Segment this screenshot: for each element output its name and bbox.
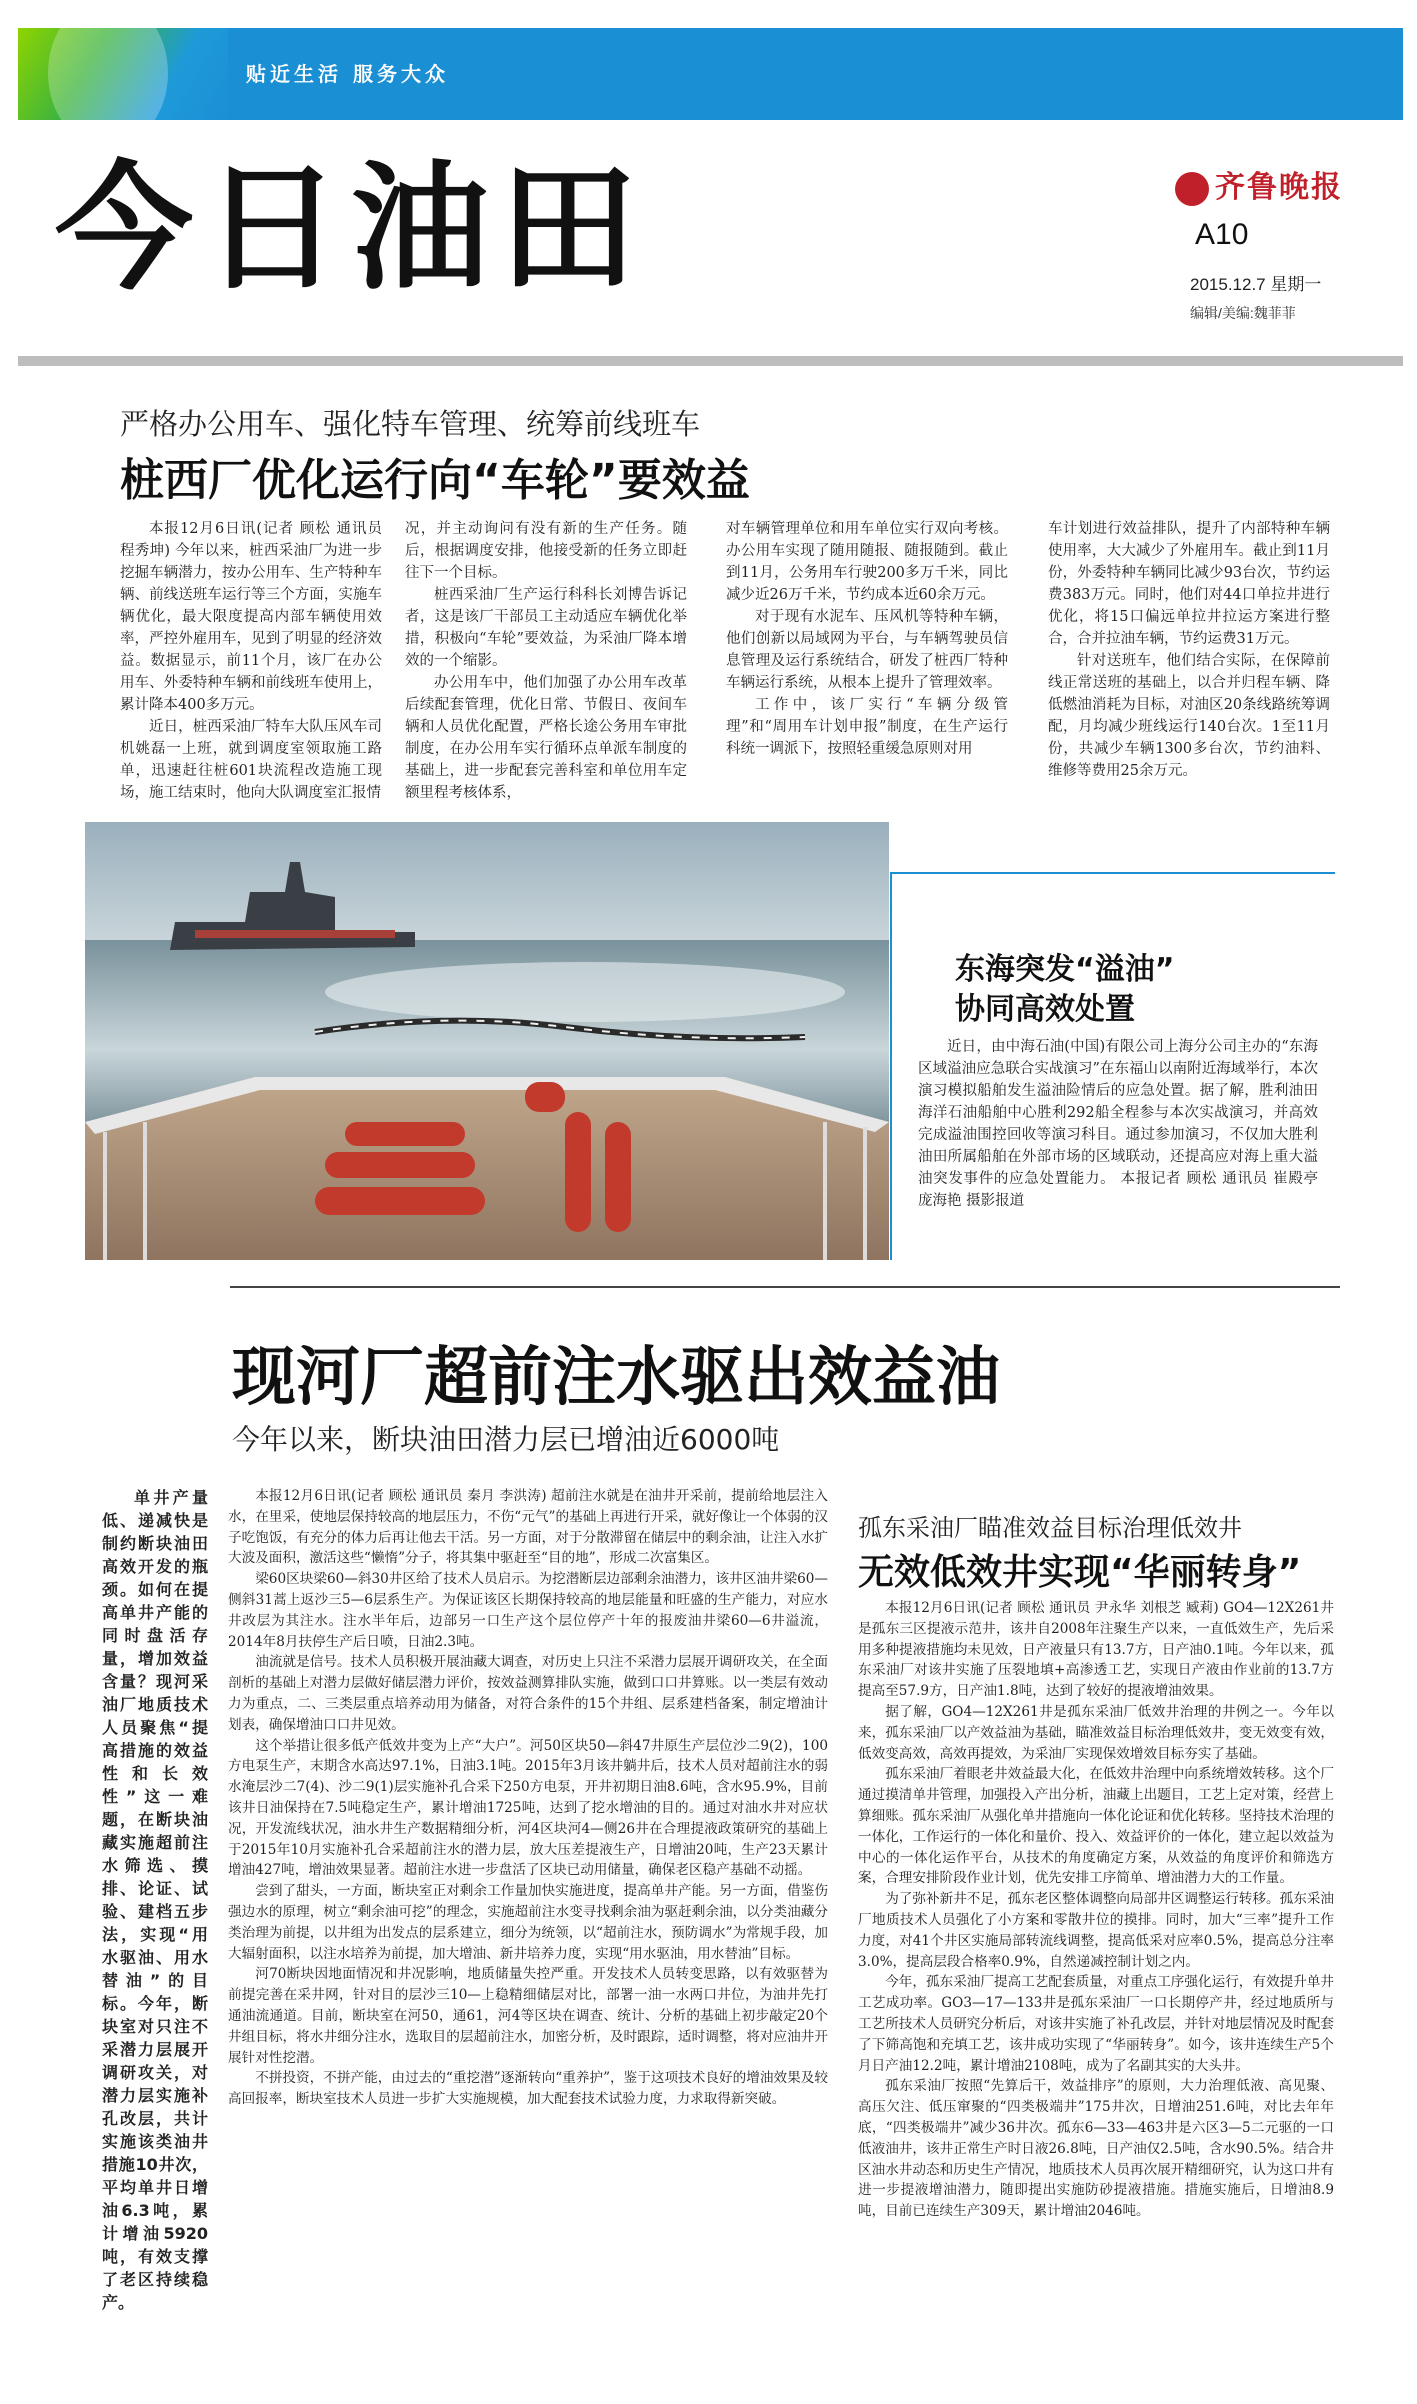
paragraph: 本报12月6日讯(记者 顾松 通讯员 尹永华 刘根芝 臧莉) GO4—12X261井是孤东三区提液示范井，该井自2008年注聚生产以来，一直低效生产，先后采用多种提液措施均未见效，日产液量只有13.7方，日产油0.1吨。今年以来，孤东采油厂对该井实施了压裂地填+高渗透工艺，实现日产液由作业前的13.7方提高至57.9方，日产油1.8吨，达到了较好的提液增油效果。 xyxy=(858,1600,1334,1700)
paragraph: 近日，由中海石油(中国)有限公司上海分公司主办的“东海区域溢油应急联合实战演习”在东福山以南附近海域举行，本次演习模拟船舶发生溢油险情后的应急处置。据了解，胜利油田海洋石油船舶中心胜利292船全程参与本次实战演习，并高效完成溢油围控回收等演习科目。通过参加演习，不仅加大胜利油田所属船舶在外部市场的区域联动，还提高应对海上重大溢油突发事件的应急处置能力。 本报记者 顾松 通讯员 崔殿亭 庞海艳 摄影报道 xyxy=(918,1039,1318,1209)
article2-headline-line2: 协同高效处置 xyxy=(955,992,1135,1027)
issue-date: 2015.12.7 星期一 xyxy=(1190,275,1322,294)
paragraph: 针对送班车，他们结合实际，在保障前线正常送班的基础上，以合并归程车辆、降低燃油消耗为目标，对油区20条线路统筹调配，月均减少班线运行140台次。1至11月份，共减少车辆1300多台次，节约油料、维修等费用25余万元。 xyxy=(1048,653,1330,779)
paragraph: 对车辆管理单位和用车单位实行双向考核。办公用车实现了随用随报、随报随到。截止到11月，公务用车行驶200多万千米，同比减少近26万千米，节约成本近60余万元。 xyxy=(726,521,1008,603)
sidebar-left-border xyxy=(890,872,892,1260)
paragraph: 这个举措让很多低产低效井变为上产“大户”。河50区块50—斜47井原生产层位沙二9(2)，100方电泵生产，末期含水高达97.1%，日油3.1吨。2015年3月该井躺井后，技术人员对超前注水的弱水淹层沙二7(4)、沙二9(1)层实施补孔合采下250方电泵，开井初期日油8.6吨，含水95.9%，目前该井日油保持在7.5吨稳定生产，累计增油1725吨，达到了挖水增油的目的。通过对油水井对应状况，开发流线状况，油水井生产数据精细分析，河4区块河4—侧26井在合理提液政策研究的基础上于2015年10月实施补孔合采超前注水的潜力层，放大压差提液生产，日增油20吨，生产23天累计增油427吨，增油效果显著。超前注水进一步盘活了区块已动用储量，确保老区稳产基础不动摇。 xyxy=(228,1737,828,1879)
article3-lead xyxy=(102,1486,208,2312)
header-rule xyxy=(18,356,1403,366)
newspaper-brand xyxy=(1175,162,1343,206)
paragraph: 孤东采油厂着眼老井效益最大化，在低效井治理中向系统增效转移。这个厂通过摸清单井管理，加强投入产出分析，油藏上出题目，工艺上定对策，经营上算细账。孤东采油厂从强化单井措施向一体化论证和优化转移。坚持技术治理的一体化，工作运行的一体化和量价、投入、效益评价的一体化，建立起以效益为中心的一体化运作平台，从技术的角度确定方案，从效益的角度评价和筛选方案，合理安排阶段作业计划，优先安排工序简单、增油潜力大的工作量。 xyxy=(858,1766,1334,1887)
sidebar-top-border xyxy=(890,872,1335,874)
paragraph: 本报12月6日讯(记者 顾松 通讯员 秦月 李洪涛) 超前注水就是在油井开采前，提前给地层注入水，在里采，使地层保持较高的地层压力，不伤“元气”的基础上再进行开采，就好像让一个体弱的汉子吃饱饭，有充分的体力后再让他去干活。另一方面，对于分散滞留在储层中的剩余油，让注入水扩大波及面积，激活这些“懒惰”分子，将其集中驱赶至“目的地”，形成二次富集区。 xyxy=(228,1488,828,1567)
paragraph: 本报12月6日讯(记者 顾松 通讯员 程秀坤) 今年以来，桩西采油厂为进一步挖掘车辆潜力，按办公用车、生产特种车辆、前线送班车运行等三个方面，实施车辆优化，最大限度提高内部车辆使用效率，严控外雇用车，见到了明显的经济效益。数据显示，前11个月，该厂在办公用车、外委特种车辆和前线班车使用上，累计降本400多万元。 xyxy=(120,521,382,713)
paragraph: 不拼投资，不拼产能，由过去的“重挖潜”逐渐转向“重养护”，鉴于这项技术良好的增油效果及较高回报率，断块室技术人员进一步扩大实施规模，加大配套技术试验力度，力求取得新突破。 xyxy=(228,2070,828,2108)
article2-body xyxy=(918,1036,1318,1256)
article4-body xyxy=(858,1598,1334,2388)
ship-oil-spill-photo xyxy=(85,822,889,1260)
article1-column-3 xyxy=(726,518,1008,788)
brand-logo-icon xyxy=(1175,172,1209,206)
article3-headline: 现河厂超前注水驱出效益油 xyxy=(232,1341,1000,1415)
paragraph: 车计划进行效益排队，提升了内部特种车辆使用率，大大减少了外雇用车。截止到11月份，外委特种车辆同比减少93台次，节约运费383万元。同时，他们对44口单拉井进行优化，将15口偏远单拉井拉运方案进行整合，合并拉油车辆，节约运费31万元。 xyxy=(1048,521,1330,647)
article1-column-1 xyxy=(120,518,382,801)
paragraph: 尝到了甜头，一方面，断块室正对剩余工作量加快实施进度，提高单井产能。另一方面，借鉴伤强边水的原理，树立“剩余油可挖”的理念，实施超前注水变寻找剩余油为驱赶剩余油，以分类油藏分类治理为前提，以井组为出发点的层系建立，细分为统领，以“超前注水，预防调水”为常规手段，加大辐射面积，以注水培养为前提，加大增油、新井培养力度，实现“用水驱油，用水替油”目标。 xyxy=(228,1883,828,1962)
article3-subheadline: 今年以来，断块油田潜力层已增油近6000吨 xyxy=(232,1423,780,1456)
paragraph: 油流就是信号。技术人员积极开展油藏大调查，对历史上只注不采潜力层展开调研攻关，在全面剖析的基础上对潜力层做好储层潜力评价，按效益测算排队实施，做到口口井算账。以一类层有效动力为重点，二、三类层重点培养动用为储备，对符合条件的15个井组、层系建档备案，制定增油计划表，确保增油口口井见效。 xyxy=(228,1654,828,1733)
page-number: A10 xyxy=(1195,218,1249,251)
paragraph: 桩西采油厂生产运行科科长刘博告诉记者，这是该厂干部员工主动适应车辆优化举措，积极向“车轮”要效益，为采油厂降本增效的一个缩影。 xyxy=(405,587,687,669)
article1-kicker: 严格办公用车、强化特车管理、统筹前线班车 xyxy=(120,407,701,441)
paragraph: 为了弥补新井不足，孤东老区整体调整向局部井区调整运行转移。孤东采油厂地质技术人员强化了小方案和零散井位的摸排。同时，加大“三率”提升工作力度，对41个井区实施局部转流线调整，提高低采对应率0.5%，提高总分注率3.0%，提高层段合格率0.9%，自然递减控制计划之内。 xyxy=(858,1891,1334,1970)
paragraph: 今年，孤东采油厂提高工艺配套质量，对重点工序强化运行，有效提升单井工艺成功率。GO3—17—133井是孤东采油厂一口长期停产井，经过地质所与工艺所技术人员研究分析后，对该井实施了补孔改层，并针对地层情况及时配套了下筛高饱和充填工艺，该井成功实现了“华丽转身”。如今，该井连续生产5个月日产油12.2吨，累计增油2108吨，成为了名副其实的大头井。 xyxy=(858,1974,1334,2074)
banner-slogan: 贴近生活 服务大众 xyxy=(246,62,449,86)
article3-body xyxy=(228,1486,828,2386)
article1-column-4 xyxy=(1048,518,1330,788)
article1-headline: 桩西厂优化运行向“车轮”要效益 xyxy=(120,455,750,506)
paragraph: 据了解，GO4—12X261井是孤东采油厂低效井治理的井例之一。今年以来，孤东采油厂以产效益油为基础，瞄准效益目标治理低效井，变无效变有效，低效变高效，高效再提效，为采油厂实现保效增效目标夯实了基础。 xyxy=(858,1703,1334,1762)
masthead-title: 今日油田 xyxy=(55,148,648,309)
section-divider xyxy=(230,1286,1340,1288)
article1-column-2 xyxy=(405,518,687,801)
article4-headline: 无效低效井实现“华丽转身” xyxy=(858,1552,1302,1593)
top-banner xyxy=(18,28,1403,120)
paragraph: 办公用车中，他们加强了办公用车改革后续配套管理，优化日常、节假日、夜间车辆和人员优化配置，严格长途公务用车审批制度，在办公用车实行循环点单派车制度的基础上，进一步配套完善科室和单位用车定额里程考核体系， xyxy=(405,675,687,801)
paragraph: 况，并主动询问有没有新的生产任务。随后，根据调度安排，他接受新的任务立即赶往下一个目标。 xyxy=(405,521,687,581)
paragraph: 孤东采油厂按照“先算后干，效益排序”的原则，大力治理低液、高见聚、高压欠注、低压窜聚的“四类极端井”175井次，日增油251.6吨，对比去年年底，“四类极端井”减少36井次。孤东6—33—463井是六区3—5二元驱的一口低液油井，该井正常生产时日液26.8吨，日产油仅2.5吨，含水90.5%。结合井区油水井动态和历史生产情况，地质技术人员再次展开精细研究，认为这口井有进一步提液增油潜力，随即提出实施防砂提液措施。措施实施后，日增油8.9吨，目前已连续生产309天，累计增油2046吨。 xyxy=(858,2078,1334,2220)
leaf-highlight xyxy=(48,28,168,120)
photo-illustration xyxy=(85,822,889,1260)
paragraph: 梁60区块梁60—斜30井区给了技术人员启示。为挖潜断层边部剩余油潜力，该井区油井梁60—侧斜31蒿上返沙三5—6层系生产。为保证该区长期保持较高的地层能量和旺盛的生产能力，对应水井改层为其注水。注水半年后，边部另一口生产这个层位停产十年的报废油井梁60—6井溢流，2014年8月扶停生产后日喷，日油2.3吨。 xyxy=(228,1571,828,1650)
paragraph: 近日，桩西采油厂特车大队压风车司机姚磊一上班，就到调度室领取施工路单，迅速赶往桩601块流程改造施工现场，施工结束时，他向大队调度室汇报情 xyxy=(120,719,382,801)
article4-kicker: 孤东采油厂瞄准效益目标治理低效井 xyxy=(858,1514,1242,1542)
editor-credit: 编辑/美编:魏菲菲 xyxy=(1190,305,1296,321)
brand-name: 齐鲁晚报 xyxy=(1215,170,1343,205)
article2-headline-line1: 东海突发“溢油” xyxy=(955,952,1175,987)
paragraph: 单井产量低、递减快是制约断块油田高效开发的瓶颈。如何在提高单井产能的同时盘活存量，增加效益含量？现河采油厂地质技术人员聚焦“提高措施的效益性和长效性”这一难题，在断块油藏实施超前注水筛选、摸排、论证、试验、建档五步法，实现“用水驱油、用水替油”的目标。今年，断块室对只注不采潜力层展开调研攻关，对潜力层实施补孔改层，共计实施该类油井措施10井次，平均单井日增油6.3吨，累计增油5920吨，有效支撑了老区持续稳产。 xyxy=(102,1488,208,2312)
paragraph: 对于现有水泥车、压风机等特种车辆，他们创新以局域网为平台，与车辆驾驶员信息管理及运行系统结合，研发了桩西厂特种车辆运行系统，从根本上提升了管理效率。 xyxy=(726,609,1008,691)
paragraph: 河70断块因地面情况和井况影响，地质储量失控严重。开发技术人员转变思路，以有效驱替为前提完善在采井网，针对目的层沙三10—上稳精细储层对比，部署一油一水两口井位，为油井先打通油流通道。目前，断块室在河50，通61，河4等区块在调查、统计、分析的基础上初步敲定20个井组目标，将水井细分注水，选取目的层超前注水，加密分析，及时跟踪，适时调整，将对应油井开展针对性挖潜。 xyxy=(228,1966,828,2066)
paragraph: 工作中，该厂实行“车辆分级管理”和“周用车计划申报”制度，在生产运行科统一调派下，按照轻重缓急原则对用 xyxy=(726,697,1008,757)
